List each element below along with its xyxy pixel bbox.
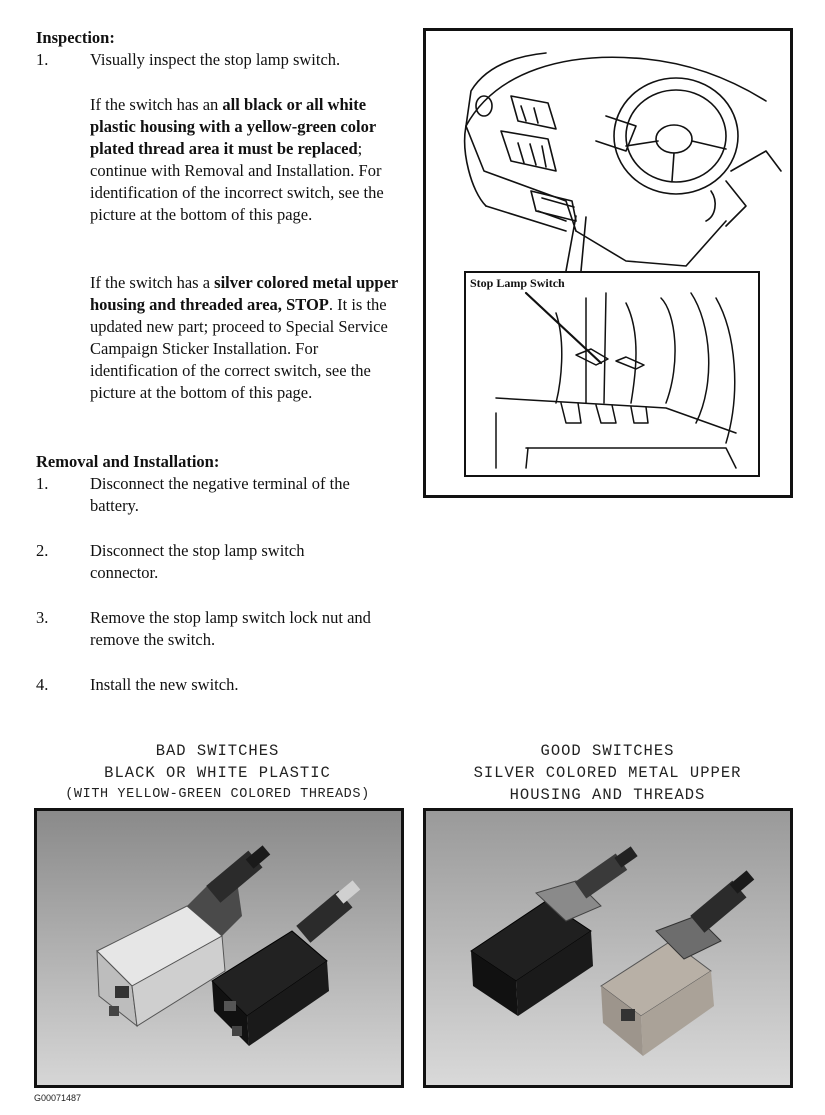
good-switches-caption [420, 740, 795, 806]
good-caption-line3: HOUSING AND THREADS [509, 786, 706, 804]
bad-para-pre: If the switch has an [90, 95, 223, 114]
removal-step-4-text: Install the new switch. [90, 675, 239, 694]
good-para-bold2: STOP [286, 295, 329, 314]
bad-para-post: ; continue with Removal and Installation. For identification of the incorrect switch, see the picture at the bottom of this page. [90, 139, 384, 224]
good-caption-line2: SILVER COLORED METAL UPPER [473, 764, 742, 782]
inspection-heading: Inspection: [36, 28, 115, 47]
removal-step-2-text: Disconnect the stop lamp switch connector. [90, 541, 305, 582]
bad-switches-caption [20, 740, 415, 806]
dashboard-figure [423, 28, 793, 498]
bad-caption-line1: BAD SWITCHES [155, 742, 280, 760]
good-para-pre: If the switch has a [90, 273, 215, 292]
removal-step-3-text: Remove the stop lamp switch lock nut and remove the switch. [90, 608, 371, 649]
good-switches-photo [423, 808, 793, 1088]
bad-switches-photo [34, 808, 404, 1088]
good-para-post: . It is the updated new part; proceed to Special Service Campaign Sticker Installation. For identification of the correct switch, see the picture at the bottom of this page. [90, 295, 388, 402]
stop-lamp-switch-inset [464, 271, 760, 477]
bad-switch-paragraph [90, 94, 408, 226]
removal-step-3-number: 3. [36, 608, 49, 627]
removal-heading: Removal and Installation: [36, 452, 220, 471]
stop-lamp-switch-label: Stop Lamp Switch [470, 276, 565, 290]
good-caption-line1: GOOD SWITCHES [540, 742, 675, 760]
good-switch-paragraph [90, 272, 408, 404]
bad-caption-line3: (WITH YELLOW-GREEN COLORED THREADS) [65, 787, 370, 802]
pedal-assembly-drawing [466, 273, 758, 475]
removal-step-2-number: 2. [36, 541, 49, 560]
removal-step-4-number: 4. [36, 675, 49, 694]
inspection-step-number: 1. [36, 50, 49, 69]
removal-step-1-text: Disconnect the negative terminal of the battery. [90, 474, 350, 515]
good-para-bold1: silver colored metal upper housing and threaded area, [90, 273, 398, 314]
inspection-step-text: Visually inspect the stop lamp switch. [90, 50, 341, 69]
bad-caption-line2: BLACK OR WHITE PLASTIC [104, 764, 331, 782]
removal-step-1-number: 1. [36, 474, 49, 493]
figure-code: G00071487 [34, 1093, 82, 1103]
bad-para-bold: all black or all white plastic housing with a yellow-green color plated thread area it must be replaced [90, 95, 376, 158]
